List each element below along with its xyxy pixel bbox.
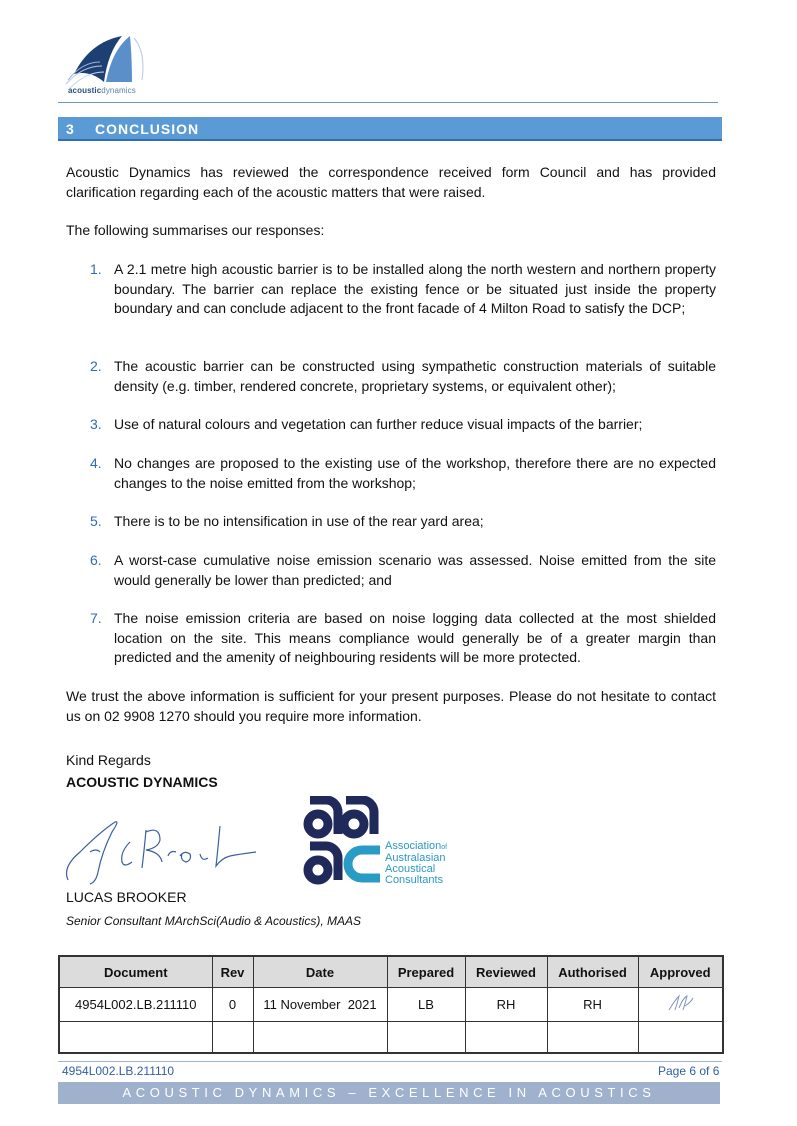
- intro-paragraph: Acoustic Dynamics has reviewed the correspondence received form Council and has provided clarification regarding each of the acoustic matters that were raised.: [66, 164, 716, 200]
- cell-authorised: RH: [547, 988, 638, 1022]
- cell-document: 4954L002.LB.211110: [59, 988, 212, 1022]
- section-heading-bar: [58, 117, 722, 141]
- empty-cell: [212, 1022, 253, 1054]
- cell-reviewed: RH: [465, 988, 547, 1022]
- table-header-row: [59, 956, 723, 988]
- aaac-line2: Australasian: [385, 852, 446, 864]
- response-number: 2.: [90, 358, 102, 374]
- footer-page-number: Page 6 of 6: [658, 1064, 720, 1078]
- footer-tagline: ACOUSTIC DYNAMICS – EXCELLENCE IN ACOUSTICS: [122, 1085, 656, 1100]
- empty-cell: [59, 1022, 212, 1054]
- empty-cell: [465, 1022, 547, 1054]
- section-title: CONCLUSION: [95, 121, 200, 137]
- header-document: Document: [59, 956, 212, 988]
- response-number: 3.: [90, 416, 102, 432]
- response-text: A 2.1 metre high acoustic barrier is to be installed along the north western and northern property boundary. The barrier can replace the existing fence or be situated just inside the property boundary and can conclude adjacent to the front facade of 4 Milton Road to satisfy the DCP;: [114, 261, 716, 316]
- empty-cell: [387, 1022, 465, 1054]
- response-number: 1.: [90, 261, 102, 277]
- cell-approved: [638, 988, 723, 1022]
- logo-wordmark-bold: acoustic: [68, 86, 102, 95]
- cell-date: 11 November 2021: [253, 988, 387, 1022]
- response-number: 6.: [90, 552, 102, 568]
- response-text: The acoustic barrier can be constructed using sympathetic construction materials of suitable density (e.g. timber, rendered concrete, proprietary systems, or equivalent other);: [114, 358, 716, 394]
- response-number: 7.: [90, 610, 102, 626]
- document-control-table: [58, 955, 724, 1054]
- footer-document-ref: 4954L002.LB.211110: [62, 1064, 175, 1078]
- footer-divider: [58, 1061, 722, 1062]
- cell-prepared: LB: [387, 988, 465, 1022]
- closing-paragraph: We trust the above information is sufficient for your present purposes. Please do not hesitate to contact us on 02 9908 1270 should you require more information.: [66, 688, 716, 724]
- response-number: 5.: [90, 513, 102, 529]
- empty-cell: [253, 1022, 387, 1054]
- aaac-line4: Consultants: [385, 874, 444, 886]
- response-text: There is to be no intensification in use of the rear yard area;: [114, 513, 484, 529]
- header-reviewed: Reviewed: [465, 956, 547, 988]
- header-date: Date: [253, 956, 387, 988]
- aaac-line1: Association: [385, 840, 442, 852]
- logo-wordmark: [68, 86, 136, 95]
- approval-signature: [665, 992, 695, 1014]
- response-number: 4.: [90, 455, 102, 471]
- response-text: The noise emission criteria are based on noise logging data collected at the most shielded location on the site. This means compliance would generally be of a greater margin than predicted and the amenity of neighbouring residents will be more protected.: [114, 610, 716, 665]
- signature: [60, 812, 270, 887]
- header-approved: Approved: [638, 956, 723, 988]
- summary-lead: The following summarises our responses:: [66, 222, 325, 238]
- section-number: 3: [66, 121, 74, 137]
- aaac-line1-suffix: of: [441, 844, 448, 851]
- logo-wordmark-rest: dynamics: [101, 86, 136, 95]
- kind-regards: Kind Regards: [66, 752, 151, 768]
- signoff-company: ACOUSTIC DYNAMICS: [66, 774, 218, 790]
- response-text: A worst-case cumulative noise emission scenario was assessed. Noise emitted from the site would generally be lower than predicted; and: [114, 552, 716, 588]
- header-prepared: Prepared: [387, 956, 465, 988]
- signatory-role: Senior Consultant MArchSci(Audio & Acoustics), MAAS: [66, 914, 362, 928]
- aaac-logo-text: [385, 841, 447, 886]
- table-row: [59, 988, 723, 1022]
- header-rev: Rev: [212, 956, 253, 988]
- response-text: No changes are proposed to the existing use of the workshop, therefore there are no expected changes to the noise emitted from the workshop;: [114, 455, 716, 491]
- table-row-empty: [59, 1022, 723, 1054]
- header-divider: [58, 102, 718, 103]
- aaac-line3: Acoustical: [385, 863, 436, 875]
- empty-cell: [547, 1022, 638, 1054]
- cell-rev: 0: [212, 988, 253, 1022]
- signatory-name: LUCAS BROOKER: [66, 889, 187, 905]
- response-text: Use of natural colours and vegetation can further reduce visual impacts of the barrier;: [114, 416, 643, 432]
- footer-band: [58, 1082, 720, 1104]
- empty-cell: [638, 1022, 723, 1054]
- header-authorised: Authorised: [547, 956, 638, 988]
